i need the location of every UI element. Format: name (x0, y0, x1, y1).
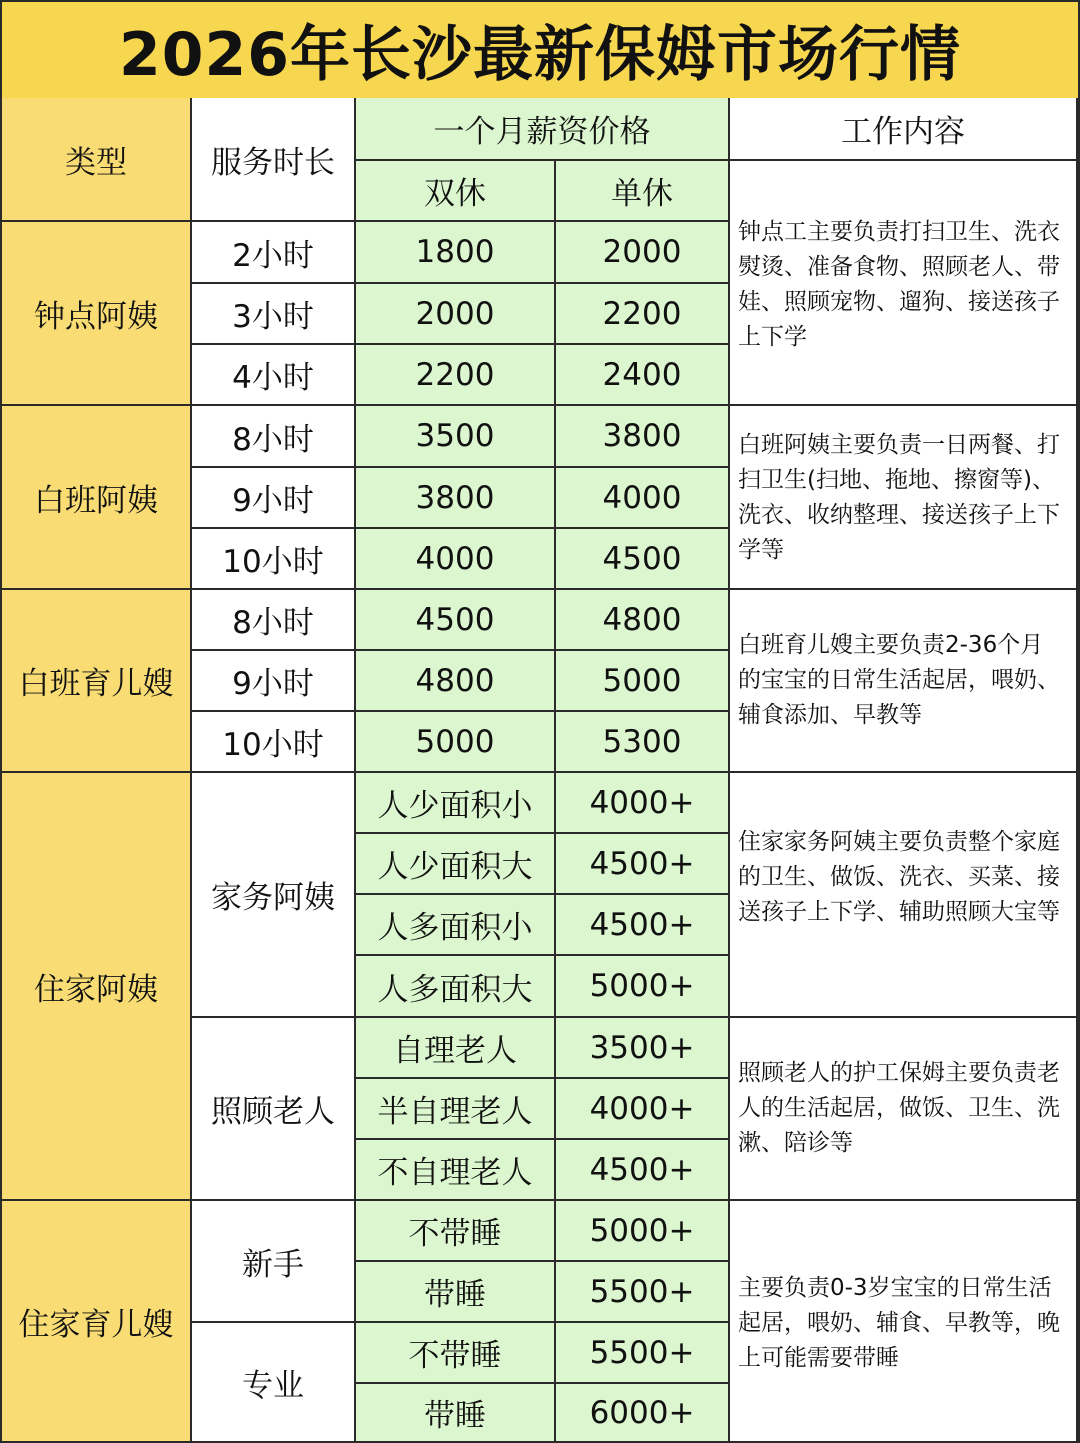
price-cell: 6000+ (556, 1384, 730, 1441)
work-content-desc: 主要负责0-3岁宝宝的日常生活起居，喂奶、辅食、早教等，晚上可能需要带睡 (730, 1201, 1078, 1441)
price-cell: 5500+ (556, 1262, 730, 1323)
duration-cell: 2小时 (192, 222, 356, 284)
header-duration: 服务时长 (192, 98, 356, 222)
condition-cell: 带睡 (356, 1384, 556, 1441)
type-cell: 住家育儿嫂 (2, 1201, 192, 1441)
condition-cell: 不带睡 (356, 1323, 556, 1384)
double-rest-price: 2000 (356, 284, 556, 345)
single-rest-price: 5000 (556, 651, 730, 712)
header-type: 类型 (2, 98, 192, 222)
condition-cell: 人多面积大 (356, 956, 556, 1018)
double-rest-price: 2200 (356, 345, 556, 406)
price-cell: 5500+ (556, 1323, 730, 1384)
single-rest-price: 4800 (556, 590, 730, 651)
duration-cell: 9小时 (192, 651, 356, 712)
single-rest-price: 2400 (556, 345, 730, 406)
condition-cell: 人少面积大 (356, 834, 556, 895)
page-title: 2026年长沙最新保姆市场行情 (2, 2, 1078, 100)
single-rest-price: 3800 (556, 406, 730, 468)
double-rest-price: 5000 (356, 712, 556, 773)
duration-cell: 4小时 (192, 345, 356, 406)
single-rest-price: 4000 (556, 468, 730, 529)
single-rest-price: 5300 (556, 712, 730, 773)
double-rest-price: 4500 (356, 590, 556, 651)
price-cell: 5000+ (556, 1201, 730, 1262)
work-content-desc: 住家家务阿姨主要负责整个家庭的卫生、做饭、洗衣、买菜、接送孩子上下学、辅助照顾大宝等 (730, 773, 1078, 1018)
condition-cell: 人多面积小 (356, 895, 556, 956)
duration-cell: 10小时 (192, 529, 356, 590)
work-content-desc: 白班阿姨主要负责一日两餐、打扫卫生(扫地、拖地、擦窗等)、洗衣、收纳整理、接送孩子上下学等 (730, 406, 1078, 590)
duration-cell: 3小时 (192, 284, 356, 345)
subtype-cell: 家务阿姨 (192, 773, 356, 1018)
type-cell: 白班育儿嫂 (2, 590, 192, 773)
type-cell: 钟点阿姨 (2, 222, 192, 406)
price-cell: 3500+ (556, 1018, 730, 1079)
header-monthly-salary: 一个月薪资价格 (356, 98, 730, 161)
duration-cell: 8小时 (192, 406, 356, 468)
header-double-rest: 双休 (356, 161, 556, 222)
price-cell: 4500+ (556, 1140, 730, 1201)
subtype-cell: 照顾老人 (192, 1018, 356, 1201)
duration-cell: 10小时 (192, 712, 356, 773)
duration-cell: 8小时 (192, 590, 356, 651)
subtype-cell: 专业 (192, 1323, 356, 1441)
condition-cell: 不带睡 (356, 1201, 556, 1262)
header-work-content: 工作内容 (730, 98, 1078, 161)
condition-cell: 半自理老人 (356, 1079, 556, 1140)
work-content-desc: 照顾老人的护工保姆主要负责老人的生活起居，做饭、卫生、洗漱、陪诊等 (730, 1018, 1078, 1201)
single-rest-price: 2200 (556, 284, 730, 345)
price-cell: 4000+ (556, 773, 730, 834)
condition-cell: 人少面积小 (356, 773, 556, 834)
double-rest-price: 1800 (356, 222, 556, 284)
duration-cell: 9小时 (192, 468, 356, 529)
type-cell: 住家阿姨 (2, 773, 192, 1201)
double-rest-price: 4000 (356, 529, 556, 590)
condition-cell: 带睡 (356, 1262, 556, 1323)
type-cell: 白班阿姨 (2, 406, 192, 590)
single-rest-price: 4500 (556, 529, 730, 590)
price-cell: 4500+ (556, 895, 730, 956)
price-cell: 5000+ (556, 956, 730, 1018)
double-rest-price: 3500 (356, 406, 556, 468)
double-rest-price: 4800 (356, 651, 556, 712)
header-single-rest: 单休 (556, 161, 730, 222)
work-content-desc: 钟点工主要负责打扫卫生、洗衣熨烫、准备食物、照顾老人、带娃、照顾宠物、遛狗、接送孩子上下学 (730, 161, 1078, 406)
price-cell: 4000+ (556, 1079, 730, 1140)
double-rest-price: 3800 (356, 468, 556, 529)
price-cell: 4500+ (556, 834, 730, 895)
subtype-cell: 新手 (192, 1201, 356, 1323)
work-content-desc: 白班育儿嫂主要负责2-36个月的宝宝的日常生活起居，喂奶、辅食添加、早教等 (730, 590, 1078, 773)
single-rest-price: 2000 (556, 222, 730, 284)
condition-cell: 不自理老人 (356, 1140, 556, 1201)
condition-cell: 自理老人 (356, 1018, 556, 1079)
